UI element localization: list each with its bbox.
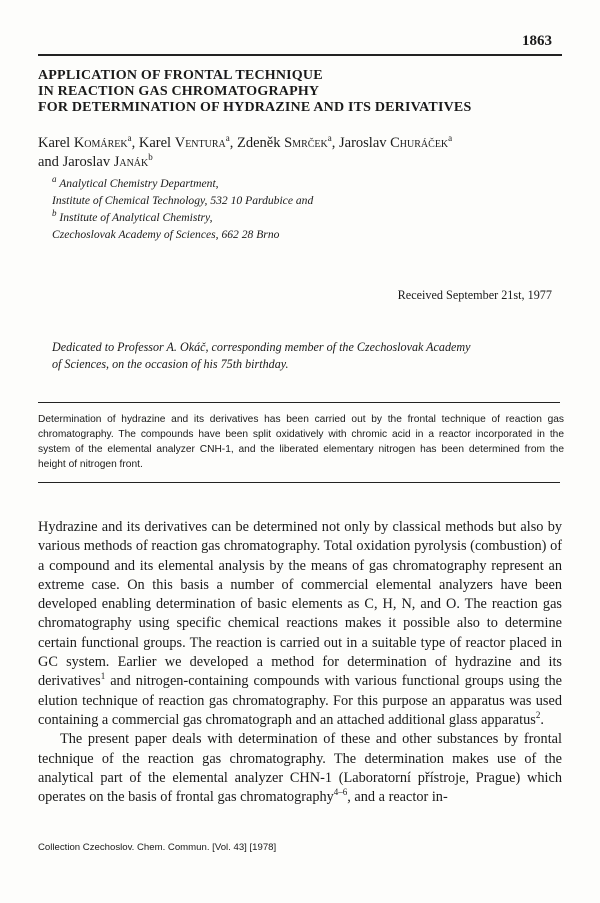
author-line-1 — [38, 135, 452, 152]
abstract: Determination of hydrazine and its derivatives has been carried out by the frontal technique of reaction gas chromatography. The compounds have been split oxidatively with chromic acid in a reactor incorporated in the system of the elemental analyzer CNH-1, and the liberated elementary nitrogen has been determined from the height of nitrogen front. — [38, 414, 564, 470]
reference-marker: 4–6 — [333, 787, 348, 798]
affiliation-a-line-2: Institute of Chemical Technology, 532 10 Pardubice and — [52, 194, 314, 207]
separator: , — [331, 135, 339, 151]
author-surname: Janák — [113, 154, 149, 170]
abstract-top-rule — [38, 402, 560, 403]
separator: , — [229, 135, 237, 151]
header-rule — [38, 54, 562, 56]
author-surname: Ventura — [174, 135, 226, 151]
affiliation-marker: a — [127, 133, 132, 144]
affiliation-b-line-2: Czechoslovak Academy of Sciences, 662 28 Brno — [52, 228, 280, 241]
author-surname: Churáček — [390, 135, 449, 151]
dedication-line-2: of Sciences, on the occasion of his 75th birthday. — [52, 357, 289, 371]
author-line-2 — [38, 154, 153, 171]
reference-marker: 1 — [100, 671, 106, 682]
affiliation-marker: a — [225, 133, 230, 144]
paragraph-2: The present paper deals with determination of these and other substances by frontal technique of the reaction gas chromatography. The determination makes use of the analytical part of the elemental analyzer CHN-1 (Laboratorní přístroje, Prague) which operates on the basis of frontal gas chromatography$^{4-6}$, and a reactor in- — [38, 731, 562, 806]
affiliation-marker: a — [327, 133, 332, 144]
author-first-name: Karel — [138, 135, 175, 151]
affiliation-marker: b — [148, 152, 153, 163]
dedication-line-1: Dedicated to Professor A. Okáč, corresponding member of the Czechoslovak Academy — [52, 340, 471, 354]
author-first-name: Jaroslav — [62, 154, 114, 170]
author-surname: Komárek — [73, 135, 128, 151]
author-surname: Smrček — [284, 135, 328, 151]
affiliation-a-line-1: $^a$ Analytical Chemistry Department, — [52, 174, 219, 190]
conjunction: and — [38, 154, 63, 170]
affiliation-marker: a — [52, 174, 57, 185]
separator: , — [131, 135, 139, 151]
author-first-name: Karel — [38, 135, 74, 151]
paragraph-1: Hydrazine and its derivatives can be determined not only by classical methods but also by various methods of reaction gas chromatography. Total oxidation pyrolysis (combustion) of a compound and its elemental analysis by the means of gas chromatography represent an extreme case. On this basis a number of commercial elemental analyzers have been developed enabling determination of basic elements as C, H, N, and O. The reaction gas chromatography using specific chemical reactions makes it possible also to determine certain functional groups. The reaction is carried out in a suitable type of reactor placed in GC system. Earlier we developed a method for determination of hydrazine and its derivatives$^1$ and nitrogen-containing compounds with various functional groups using the elution technique of reaction gas chromatography. For this purpose an apparatus was used containing a commercial gas chromatograph and an attached additional glass apparatus$^2$. — [38, 519, 562, 728]
article-title-line-1: APPLICATION OF FRONTAL TECHNIQUE — [38, 68, 323, 83]
affiliation-b-line-1: $^b$ Institute of Analytical Chemistry, — [52, 208, 213, 224]
article-title-line-2: IN REACTION GAS CHROMATOGRAPHY — [38, 84, 320, 99]
journal-footer: Collection Czechoslov. Chem. Commun. [Vol. 43] [1978] — [38, 842, 277, 853]
page-number: 1863 — [522, 33, 552, 49]
article-title-line-3: FOR DETERMINATION OF HYDRAZINE AND ITS DERIVATIVES — [38, 100, 472, 115]
received-date: Received September 21st, 1977 — [397, 288, 552, 302]
author-first-name: Zdeněk — [237, 135, 285, 151]
body-text — [38, 518, 562, 807]
author-first-name: Jaroslav — [339, 135, 391, 151]
abstract-bottom-rule — [38, 482, 560, 483]
reference-marker: 2 — [535, 710, 541, 721]
affiliation-marker: b — [52, 208, 57, 219]
affiliation-marker: a — [448, 133, 453, 144]
